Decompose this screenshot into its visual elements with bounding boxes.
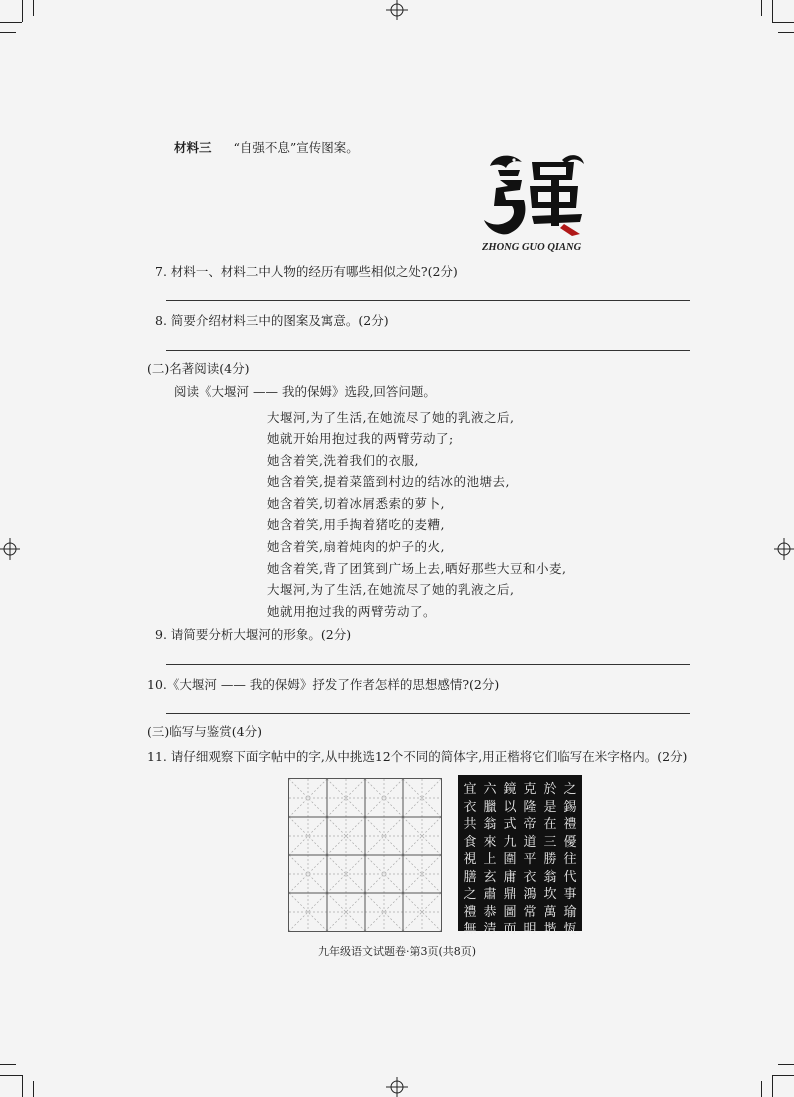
poem-line: 她含着笑,切着冰屑悉索的萝卜, — [267, 496, 445, 511]
answer-line-q7[interactable] — [166, 300, 690, 301]
crop-mark — [33, 1081, 34, 1097]
calligraphy-rubbing — [458, 775, 582, 937]
rubbing-column: 六臘翁來上玄肅恭清 — [483, 782, 497, 937]
page-footer: 九年级语文试题卷·第3页(共8页) — [317, 945, 477, 958]
rubbing-column: 宜衣共食視膳之禮無 — [463, 782, 477, 937]
poem-line: 大堰河,为了生活,在她流尽了她的乳液之后, — [267, 410, 515, 425]
crop-mark — [0, 32, 16, 33]
section-2-intro: 阅读《大堰河 —— 我的保姆》选段,回答问题。 — [174, 384, 436, 399]
rubbing-column: 之錫禮優往代事瑜恆 — [563, 782, 577, 937]
crop-mark — [761, 0, 762, 16]
crop-mark — [0, 1075, 22, 1076]
poem-line: 她就用抱过我的两臂劳动了。 — [267, 604, 437, 619]
poem-line: 她就开始用抱过我的两臂劳动了; — [267, 431, 454, 446]
question-11: 11. 请仔细观察下面字帖中的字,从中挑选12个不同的简体字,用正楷将它们临写在米字格内。(2分) — [147, 749, 688, 764]
crop-mark — [778, 32, 794, 33]
poem-line: 她含着笑,用手掏着猪吃的麦糟, — [267, 517, 445, 532]
registration-mark-bottom — [384, 1077, 410, 1097]
crop-mark — [22, 0, 23, 22]
poem-line: 大堰河,为了生活,在她流尽了她的乳液之后, — [267, 582, 515, 597]
registration-mark-right — [774, 536, 794, 562]
registration-mark-top — [384, 0, 410, 20]
answer-line-q9[interactable] — [166, 664, 690, 665]
crop-mark — [33, 0, 34, 16]
poem-line: 她含着笑,提着菜篮到村边的结冰的池塘去, — [267, 474, 510, 489]
question-7: 7. 材料一、材料二中人物的经历有哪些相似之处?(2分) — [155, 264, 458, 279]
crop-mark — [761, 1081, 762, 1097]
crop-mark — [22, 1075, 23, 1097]
material3-label: 材料三 — [174, 140, 212, 155]
mi-zi-writing-grid[interactable] — [288, 778, 442, 932]
logo-caption: ZHONG GUO QIANG — [482, 242, 582, 253]
poem-line: 她含着笑,背了团箕到广场上去,晒好那些大豆和小麦, — [267, 561, 567, 576]
qiang-calligraphy-logo — [478, 150, 590, 240]
section-2-heading: (二)名著阅读(4分) — [147, 361, 250, 376]
crop-mark — [778, 1064, 794, 1065]
crop-mark — [772, 1075, 794, 1076]
question-9: 9. 请简要分析大堰河的形象。(2分) — [155, 627, 352, 642]
rubbing-column: 克隆帝道平衣鴻常明 — [523, 782, 537, 937]
section-3-heading: (三)临写与鉴赏(4分) — [147, 724, 262, 739]
question-10: 10.《大堰河 —— 我的保姆》抒发了作者怎样的思想感情?(2分) — [147, 677, 500, 692]
registration-mark-left — [0, 536, 20, 562]
crop-mark — [772, 1075, 773, 1097]
rubbing-column: 鏡以式九圍庸鼎圖而 — [503, 782, 517, 937]
poem-line: 她含着笑,扇着炖肉的炉子的火, — [267, 539, 445, 554]
rubbing-column: 於是在三勝翁坎萬堦 — [543, 782, 557, 937]
question-8: 8. 简要介绍材料三中的图案及寓意。(2分) — [155, 313, 389, 328]
material3-text: “自强不息”宣传图案。 — [233, 140, 359, 155]
crop-mark — [772, 22, 794, 23]
answer-line-q10[interactable] — [166, 713, 690, 714]
answer-line-q8[interactable] — [166, 350, 690, 351]
crop-mark — [0, 1064, 16, 1065]
crop-mark — [772, 0, 773, 22]
poem-line: 她含着笑,洗着我们的衣服, — [267, 453, 419, 468]
crop-mark — [0, 22, 22, 23]
material3-line — [174, 140, 359, 156]
